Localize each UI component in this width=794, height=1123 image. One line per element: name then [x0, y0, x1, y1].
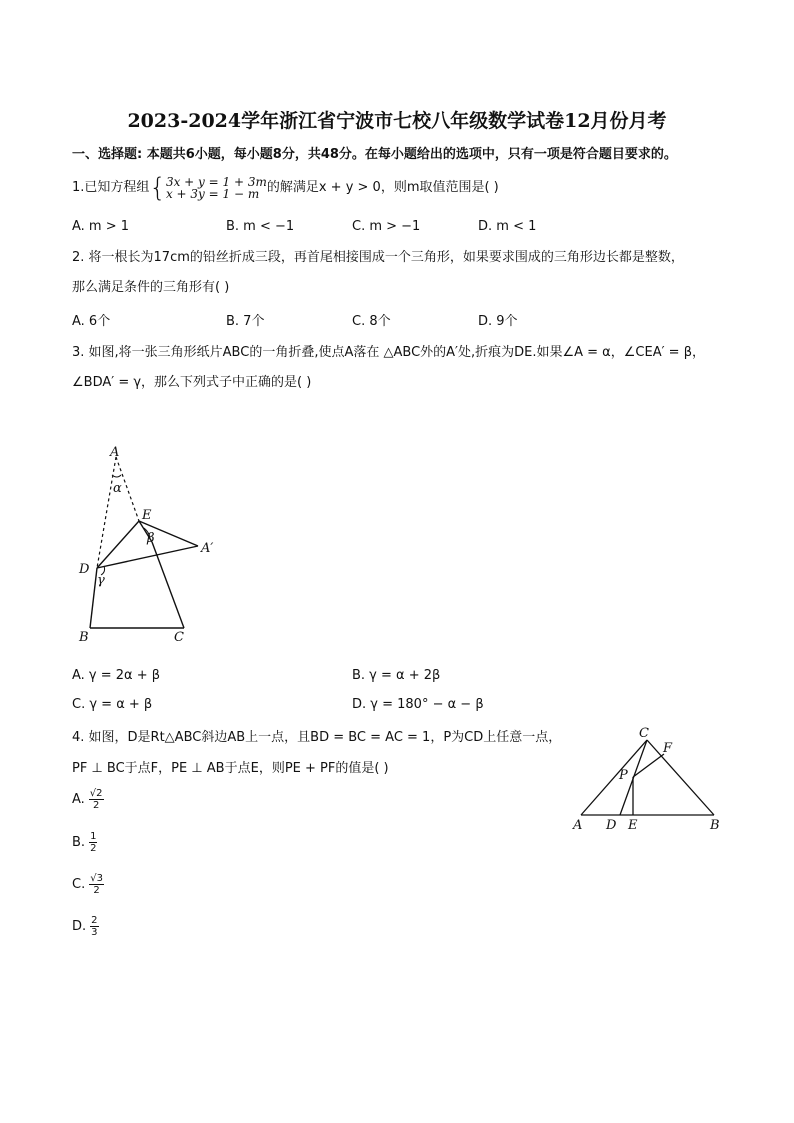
label-a-prime: A′ [201, 541, 214, 556]
q4-option-a-den: 2 [92, 800, 100, 811]
dashed-ad [97, 457, 116, 568]
q4-line1: 4. 如图，D是Rt△ABC斜边AB上一点，且BD = BC = AC = 1，P为CD上任意一点， [72, 730, 562, 745]
q2-line1: 2. 将一根长为17cm的铅丝折成三段，再首尾相接围成一个三角形，如果要求围成的三角形边长都是整数， [72, 250, 684, 265]
q4-option-a-fraction [89, 788, 104, 811]
q1-option-c[interactable]: C. m > −1 [352, 219, 421, 234]
q4-option-d-fraction [90, 915, 98, 938]
q3-option-c[interactable]: C. γ = α + β [72, 697, 153, 712]
q1-option-d[interactable]: D. m < 1 [478, 219, 537, 234]
brace-symbol: { [149, 173, 166, 203]
segment-ac [581, 740, 647, 815]
q4-option-b-fraction [89, 831, 97, 854]
q4-option-a[interactable] [72, 788, 104, 811]
q4-option-c-letter: C. [72, 876, 86, 892]
q4-option-d-den: 3 [91, 927, 98, 938]
q4-option-c[interactable] [72, 873, 104, 896]
q4-option-a-num: √2 [89, 788, 103, 799]
q3-figure [74, 440, 224, 650]
q3-line2: ∠BDA′ = γ，那么下列式子中正确的是( ) [72, 375, 312, 390]
q3-option-d[interactable]: D. γ = 180° − α − β [352, 697, 484, 712]
q4-option-b-num: 1 [90, 831, 97, 842]
q2-option-b[interactable]: B. 7个 [226, 314, 265, 329]
label-a: A [573, 818, 583, 833]
q1-prefix: 1.已知方程组 [72, 180, 150, 195]
label-gamma: γ [97, 573, 105, 588]
section-heading: 一、选择题: 本题共6小题，每小题8分，共48分。在每小题给出的选项中，只有一项是符合题目要求的。 [72, 147, 677, 162]
label-p: P [619, 768, 628, 783]
q4-option-b[interactable] [72, 831, 97, 854]
q4-option-c-den: 2 [93, 885, 100, 896]
label-alpha: α [113, 481, 122, 496]
q1-eq2: x + 3y = 1 − m [165, 187, 260, 201]
segment-db [90, 568, 97, 628]
q2-option-a[interactable]: A. 6个 [72, 314, 111, 329]
label-d: D [606, 818, 617, 833]
q4-option-d-letter: D. [72, 918, 87, 934]
page-title: 2023-2024学年浙江省宁波市七校八年级数学试卷12月份月考 [127, 110, 667, 132]
q1-system [166, 176, 267, 200]
q4-option-d[interactable] [72, 915, 99, 938]
q2-option-d[interactable]: D. 9个 [478, 314, 518, 329]
question-1 [72, 173, 499, 203]
q4-option-c-num: √3 [90, 873, 103, 884]
label-d: D [79, 562, 90, 577]
q4-option-a-letter: A. [72, 791, 85, 807]
label-c: C [639, 726, 649, 741]
label-f: F [663, 741, 673, 756]
label-b: B [79, 630, 89, 645]
q2-option-c[interactable]: C. 8个 [352, 314, 391, 329]
q4-line2: PF ⊥ BC于点F，PE ⊥ AB于点E，则PE + PF的值是( ) [72, 761, 389, 776]
q4-figure [566, 722, 726, 836]
q1-suffix: 的解满足x + y > 0，则m取值范围是( ) [266, 180, 499, 195]
q1-option-b[interactable]: B. m < −1 [226, 219, 295, 234]
q1-option-a[interactable]: A. m > 1 [72, 219, 130, 234]
q1-eq1: 3x + y = 1 + 3m [165, 175, 267, 189]
q3-line1: 3. 如图,将一张三角形纸片ABC的一角折叠,使点A落在 △ABC外的A′处,折痕为DE.如果∠A = α，∠CEA′ = β， [72, 345, 705, 360]
label-beta: β [147, 531, 155, 546]
label-b: B [710, 818, 720, 833]
q3-option-b[interactable]: B. γ = α + 2β [352, 668, 441, 683]
q4-option-c-fraction [89, 873, 104, 896]
q2-line2: 那么满足条件的三角形有( ) [72, 280, 230, 295]
q4-option-b-letter: B. [72, 834, 86, 850]
q3-option-a[interactable]: A. γ = 2α + β [72, 668, 161, 683]
segment-cb [647, 740, 714, 815]
segment-da-prime [97, 546, 198, 568]
q4-option-d-num: 2 [91, 915, 98, 926]
label-e: E [142, 508, 152, 523]
label-e: E [628, 818, 638, 833]
label-a: A [110, 445, 120, 460]
q4-option-b-den: 2 [90, 843, 97, 854]
label-c: C [174, 630, 184, 645]
